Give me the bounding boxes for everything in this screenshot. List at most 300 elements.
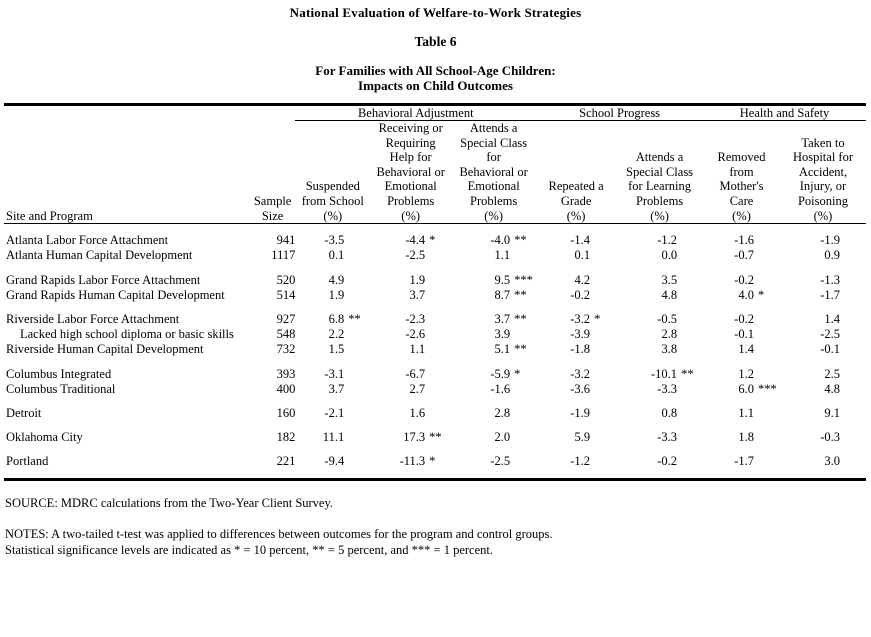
- value-wrapper: [370, 367, 451, 382]
- table-body-bottom-spacer: [4, 470, 866, 478]
- table-body-grid: [4, 224, 866, 477]
- table-row: [4, 454, 866, 469]
- value-wrapper: [536, 430, 616, 445]
- value-wrapper: [536, 248, 616, 263]
- table-row: [4, 327, 866, 342]
- cell-special-class-behavioral: [451, 233, 536, 248]
- cell-sample-size: 520: [276, 272, 296, 287]
- cell-special-class-behavioral: [451, 382, 536, 397]
- cell-special-class-learning: [616, 382, 703, 397]
- value-wrapper: [616, 406, 703, 421]
- table-row: [4, 233, 866, 248]
- value-wrapper: [451, 312, 536, 327]
- cell-value: -0.2: [734, 272, 754, 287]
- cell-special-class-behavioral: [451, 288, 536, 303]
- cell-help-behavioral: [370, 248, 451, 263]
- value-wrapper: [616, 430, 703, 445]
- group-header-spacer: [4, 106, 250, 121]
- cell-value: -1.6: [490, 381, 511, 396]
- cell-value: -0.2: [734, 311, 754, 326]
- value-wrapper: [703, 342, 780, 357]
- value-wrapper: [295, 367, 370, 382]
- value-wrapper: [536, 273, 616, 288]
- value-wrapper: [451, 454, 536, 469]
- significance-marker: **: [514, 233, 527, 248]
- value-wrapper: [703, 248, 780, 263]
- cell-sample-size: 160: [276, 405, 296, 420]
- group-header-behavioral-adjustment: Behavioral Adjustment: [295, 106, 536, 121]
- header-line: (%): [732, 208, 751, 223]
- cell-suspended: [295, 273, 370, 288]
- cell-value: 11.1: [322, 430, 345, 445]
- cell-value: -0.1: [734, 327, 754, 342]
- header-line: Taken to: [801, 135, 845, 150]
- header-line: Sample: [253, 193, 292, 208]
- significance-marker: **: [429, 430, 442, 445]
- cell-value: -2.5: [490, 454, 511, 469]
- cell-removed-from-mother: [703, 248, 780, 263]
- cell-repeated-grade: [536, 406, 616, 421]
- cell-value: 2.8: [494, 405, 511, 420]
- cell-value: -1.7: [734, 454, 754, 469]
- value-wrapper: [703, 312, 780, 327]
- row-site-and-program: Columbus Traditional: [6, 381, 116, 396]
- cell-special-class-learning: [616, 406, 703, 421]
- cell-suspended: [295, 454, 370, 469]
- column-header-suspended-from-school: [295, 121, 370, 224]
- value-wrapper: [370, 248, 451, 263]
- cell-value: 1.2: [738, 366, 754, 381]
- cell-suspended: [295, 248, 370, 263]
- cell-value: 3.9: [494, 327, 511, 342]
- cell-removed-from-mother: [703, 342, 780, 357]
- value-wrapper: [703, 430, 780, 445]
- cell-value: -2.6: [405, 327, 426, 342]
- cell-special-class-learning: [616, 430, 703, 445]
- value-wrapper: [703, 288, 780, 303]
- cell-suspended: [295, 342, 370, 357]
- header-line: Attends a: [635, 150, 684, 165]
- table-row: [4, 406, 866, 421]
- header-line: from School: [301, 193, 364, 208]
- table-row: [4, 430, 866, 445]
- cell-repeated-grade: [536, 342, 616, 357]
- value-wrapper: [703, 233, 780, 248]
- cell-removed-from-mother: [703, 382, 780, 397]
- cell-sample-size: 548: [276, 327, 296, 342]
- cell-value: 0.9: [824, 248, 840, 263]
- value-wrapper: [616, 233, 703, 248]
- cell-value: -2.5: [405, 248, 426, 263]
- cell-special-class-behavioral: [451, 248, 536, 263]
- header-line: Attends a: [469, 121, 518, 135]
- header-line: Problems: [387, 193, 435, 208]
- cell-value: -3.2: [570, 311, 591, 326]
- cell-hospital: [780, 248, 866, 263]
- document-titles: [0, 0, 871, 93]
- table-row: [4, 367, 866, 382]
- cell-value: 6.8: [328, 311, 345, 326]
- cell-help-behavioral: [370, 327, 451, 342]
- cell-value: -0.3: [820, 430, 840, 445]
- value-wrapper: [451, 288, 536, 303]
- cell-help-behavioral: [370, 288, 451, 303]
- cell-hospital: [780, 367, 866, 382]
- cell-value: -1.7: [820, 287, 840, 302]
- cell-value: 0.1: [328, 248, 345, 263]
- value-wrapper: [370, 233, 451, 248]
- cell-removed-from-mother: [703, 367, 780, 382]
- cell-value: 2.2: [328, 327, 345, 342]
- value-wrapper: [616, 342, 703, 357]
- significance-marker: *: [594, 311, 601, 326]
- header-line: Size: [261, 208, 284, 223]
- cell-value: 1.4: [738, 342, 754, 357]
- value-wrapper: [703, 367, 780, 382]
- group-header-school-progress: School Progress: [536, 106, 703, 121]
- value-wrapper: [370, 342, 451, 357]
- significance-marker: *: [514, 366, 521, 381]
- value-wrapper: [295, 454, 370, 469]
- cell-special-class-learning: [616, 273, 703, 288]
- group-header-spacer-n: [250, 106, 296, 121]
- data-table: [4, 103, 866, 481]
- cell-suspended: [295, 430, 370, 445]
- cell-suspended: [295, 327, 370, 342]
- cell-sample-size: 400: [276, 381, 296, 396]
- cell-suspended: [295, 233, 370, 248]
- row-site-and-program: Columbus Integrated: [6, 366, 112, 381]
- cell-value: 0.1: [574, 248, 591, 263]
- cell-value: 2.5: [824, 366, 840, 381]
- value-wrapper: [370, 288, 451, 303]
- value-wrapper: [536, 454, 616, 469]
- value-wrapper: [536, 382, 616, 397]
- spacer-cell: [4, 470, 866, 478]
- cell-value: 4.0: [738, 287, 754, 302]
- cell-help-behavioral: [370, 273, 451, 288]
- cell-value: -1.8: [570, 342, 591, 357]
- value-wrapper: [451, 367, 536, 382]
- value-wrapper: [370, 406, 451, 421]
- header-line: Emotional: [467, 179, 520, 194]
- cell-special-class-learning: [616, 327, 703, 342]
- value-wrapper: [295, 312, 370, 327]
- significance-marker: **: [681, 366, 694, 381]
- cell-special-class-behavioral: [451, 312, 536, 327]
- row-site-and-program: Portland: [6, 454, 49, 469]
- cell-help-behavioral: [370, 233, 451, 248]
- cell-value: 9.5: [494, 272, 511, 287]
- value-wrapper: [780, 248, 866, 263]
- column-group-header-row: [4, 106, 866, 121]
- row-group-separator: [4, 358, 866, 367]
- cell-value: -2.3: [405, 311, 426, 326]
- cell-value: 1.9: [328, 287, 345, 302]
- value-wrapper: [370, 327, 451, 342]
- cell-special-class-learning: [616, 454, 703, 469]
- significance-marker: **: [514, 287, 527, 302]
- cell-sample-size: 182: [276, 430, 296, 445]
- column-header-help-behavioral-emotional: [370, 121, 451, 224]
- value-wrapper: [451, 327, 536, 342]
- column-header-repeated-a-grade: [536, 121, 616, 224]
- value-wrapper: [295, 327, 370, 342]
- column-header-row: [4, 121, 866, 224]
- cell-special-class-learning: [616, 248, 703, 263]
- report-title: National Evaluation of Welfare-to-Work Strategies: [289, 5, 582, 20]
- value-wrapper: [780, 327, 866, 342]
- cell-repeated-grade: [536, 312, 616, 327]
- table-footnotes: [5, 495, 866, 558]
- cell-value: -0.5: [657, 311, 678, 326]
- cell-removed-from-mother: [703, 454, 780, 469]
- header-line: Injury, or: [799, 179, 847, 194]
- cell-special-class-behavioral: [451, 327, 536, 342]
- cell-help-behavioral: [370, 430, 451, 445]
- value-wrapper: [370, 312, 451, 327]
- value-wrapper: [536, 233, 616, 248]
- header-line: Grade: [560, 193, 592, 208]
- header-line: Special Class: [626, 164, 694, 179]
- cell-special-class-learning: [616, 312, 703, 327]
- cell-special-class-behavioral: [451, 406, 536, 421]
- column-header-removed-from-mothers-care: [703, 121, 780, 224]
- significance-marker: **: [348, 311, 361, 326]
- header-line: Special Class: [460, 135, 528, 150]
- cell-hospital: [780, 312, 866, 327]
- header-line: (%): [484, 208, 504, 223]
- cell-suspended: [295, 312, 370, 327]
- cell-value: 5.1: [494, 342, 511, 357]
- cell-special-class-learning: [616, 367, 703, 382]
- cell-value: 17.3: [403, 430, 426, 445]
- cell-value: -1.9: [570, 405, 591, 420]
- header-line: Emotional: [384, 179, 437, 194]
- cell-value: -3.3: [657, 430, 678, 445]
- cell-repeated-grade: [536, 382, 616, 397]
- notes-line-2: Statistical significance levels are indicated as * = 10 percent, ** = 5 percent, and *** = 1 percent.: [5, 542, 493, 557]
- cell-value: 9.1: [824, 405, 840, 420]
- value-wrapper: [536, 312, 616, 327]
- cell-special-class-behavioral: [451, 367, 536, 382]
- value-wrapper: [616, 382, 703, 397]
- cell-value: 3.8: [661, 342, 678, 357]
- cell-hospital: [780, 342, 866, 357]
- cell-help-behavioral: [370, 367, 451, 382]
- value-wrapper: [295, 248, 370, 263]
- cell-special-class-behavioral: [451, 454, 536, 469]
- row-site-and-program: Atlanta Labor Force Attachment: [6, 233, 169, 248]
- cell-value: 6.0: [738, 381, 754, 396]
- cell-value: -1.4: [570, 233, 591, 248]
- cell-value: 0.0: [661, 248, 678, 263]
- header-line: Mother's: [719, 179, 764, 194]
- value-wrapper: [780, 273, 866, 288]
- cell-repeated-grade: [536, 273, 616, 288]
- cell-repeated-grade: [536, 327, 616, 342]
- value-wrapper: [451, 273, 536, 288]
- value-wrapper: [451, 382, 536, 397]
- value-wrapper: [703, 454, 780, 469]
- table-row: [4, 273, 866, 288]
- cell-removed-from-mother: [703, 233, 780, 248]
- cell-suspended: [295, 367, 370, 382]
- cell-repeated-grade: [536, 288, 616, 303]
- value-wrapper: [451, 342, 536, 357]
- cell-value: 1.5: [328, 342, 345, 357]
- cell-value: -1.2: [570, 454, 591, 469]
- significance-marker: *: [429, 233, 436, 248]
- cell-value: -11.3: [399, 454, 426, 469]
- spacer-cell: [4, 358, 866, 367]
- cell-hospital: [780, 430, 866, 445]
- cell-value: -1.9: [820, 233, 840, 248]
- table-row: [4, 312, 866, 327]
- cell-hospital: [780, 406, 866, 421]
- cell-value: 4.8: [661, 287, 678, 302]
- row-site-and-program: Atlanta Human Capital Development: [6, 248, 193, 263]
- row-site-and-program: Detroit: [6, 405, 42, 420]
- cell-value: 1.9: [409, 272, 426, 287]
- header-line: Hospital for: [792, 150, 853, 165]
- header-line: Requiring: [385, 135, 436, 150]
- cell-suspended: [295, 406, 370, 421]
- header-line: Removed: [717, 150, 766, 165]
- value-wrapper: [295, 288, 370, 303]
- value-wrapper: [780, 233, 866, 248]
- value-wrapper: [295, 342, 370, 357]
- value-wrapper: [295, 273, 370, 288]
- cell-value: -2.5: [820, 327, 840, 342]
- cell-repeated-grade: [536, 454, 616, 469]
- general-notes: [5, 526, 866, 558]
- cell-value: -3.5: [324, 233, 345, 248]
- significance-marker: **: [514, 311, 527, 326]
- value-wrapper: [780, 367, 866, 382]
- row-group-separator: [4, 397, 866, 406]
- cell-hospital: [780, 233, 866, 248]
- row-site-and-program: Riverside Labor Force Attachment: [6, 311, 180, 326]
- cell-value: -4.0: [490, 233, 511, 248]
- cell-value: 4.9: [328, 272, 345, 287]
- table-subtitle-line-2: Impacts on Child Outcomes: [358, 78, 513, 93]
- spacer-cell: [4, 303, 866, 312]
- cell-value: 1.1: [494, 248, 511, 263]
- column-header-special-class-behavioral-emotional: [451, 121, 536, 224]
- spacer-cell: [4, 264, 866, 273]
- row-site-and-program: Lacked high school diploma or basic skills: [20, 327, 234, 342]
- value-wrapper: [536, 367, 616, 382]
- cell-value: 2.0: [494, 430, 511, 445]
- value-wrapper: [616, 273, 703, 288]
- value-wrapper: [536, 342, 616, 357]
- header-line: Poisoning: [797, 193, 848, 208]
- spacer-cell: [4, 421, 866, 430]
- cell-value: 3.7: [328, 381, 345, 396]
- cell-hospital: [780, 273, 866, 288]
- cell-value: -0.2: [657, 454, 678, 469]
- table-row: [4, 288, 866, 303]
- header-line: (%): [813, 208, 833, 223]
- cell-sample-size: 941: [276, 233, 296, 248]
- cell-value: -2.1: [324, 405, 345, 420]
- cell-suspended: [295, 288, 370, 303]
- column-header-special-class-learning: [616, 121, 703, 224]
- value-wrapper: [616, 454, 703, 469]
- value-wrapper: [780, 406, 866, 421]
- table-bottom-rule: [4, 478, 866, 481]
- cell-special-class-behavioral: [451, 273, 536, 288]
- value-wrapper: [451, 430, 536, 445]
- table-subtitle: [0, 63, 871, 93]
- value-wrapper: [295, 233, 370, 248]
- cell-removed-from-mother: [703, 288, 780, 303]
- cell-value: 4.2: [574, 272, 591, 287]
- cell-help-behavioral: [370, 312, 451, 327]
- header-line: for Learning: [628, 179, 691, 194]
- cell-value: -6.7: [405, 366, 426, 381]
- value-wrapper: [780, 382, 866, 397]
- header-line: Behavioral or: [459, 164, 528, 179]
- value-wrapper: [536, 327, 616, 342]
- cell-removed-from-mother: [703, 327, 780, 342]
- table-row: [4, 342, 866, 357]
- cell-value: 1.6: [409, 405, 426, 420]
- cell-suspended: [295, 382, 370, 397]
- cell-hospital: [780, 327, 866, 342]
- header-line: (%): [401, 208, 421, 223]
- value-wrapper: [703, 406, 780, 421]
- column-header-sample-size: [250, 121, 296, 224]
- row-site-and-program: Grand Rapids Labor Force Attachment: [6, 272, 201, 287]
- value-wrapper: [616, 367, 703, 382]
- cell-value: -9.4: [324, 454, 345, 469]
- cell-value: -0.2: [570, 287, 591, 302]
- value-wrapper: [370, 454, 451, 469]
- row-site-and-program: Oklahoma City: [6, 430, 83, 445]
- row-group-separator: [4, 421, 866, 430]
- header-line: (%): [566, 208, 586, 223]
- cell-value: -0.1: [820, 342, 840, 357]
- row-group-separator: [4, 264, 866, 273]
- cell-value: -5.9: [490, 366, 511, 381]
- cell-sample-size: 514: [276, 287, 296, 302]
- cell-repeated-grade: [536, 233, 616, 248]
- cell-help-behavioral: [370, 406, 451, 421]
- column-header-site-and-program: Site and Program: [6, 208, 93, 223]
- cell-value: 4.8: [824, 381, 840, 396]
- value-wrapper: [780, 312, 866, 327]
- value-wrapper: [451, 248, 536, 263]
- cell-sample-size: 221: [276, 454, 296, 469]
- value-wrapper: [536, 288, 616, 303]
- cell-special-class-behavioral: [451, 430, 536, 445]
- cell-value: 1.4: [824, 311, 840, 326]
- row-site-and-program: Grand Rapids Human Capital Development: [6, 287, 225, 302]
- cell-value: 8.7: [494, 287, 511, 302]
- spacer-cell: [4, 397, 866, 406]
- header-line: Problems: [635, 193, 684, 208]
- value-wrapper: [780, 430, 866, 445]
- cell-hospital: [780, 288, 866, 303]
- cell-value: 0.8: [661, 405, 678, 420]
- header-line: Care: [729, 193, 754, 208]
- cell-sample-size: 732: [276, 342, 296, 357]
- spacer-cell: [4, 445, 866, 454]
- value-wrapper: [703, 273, 780, 288]
- value-wrapper: [295, 382, 370, 397]
